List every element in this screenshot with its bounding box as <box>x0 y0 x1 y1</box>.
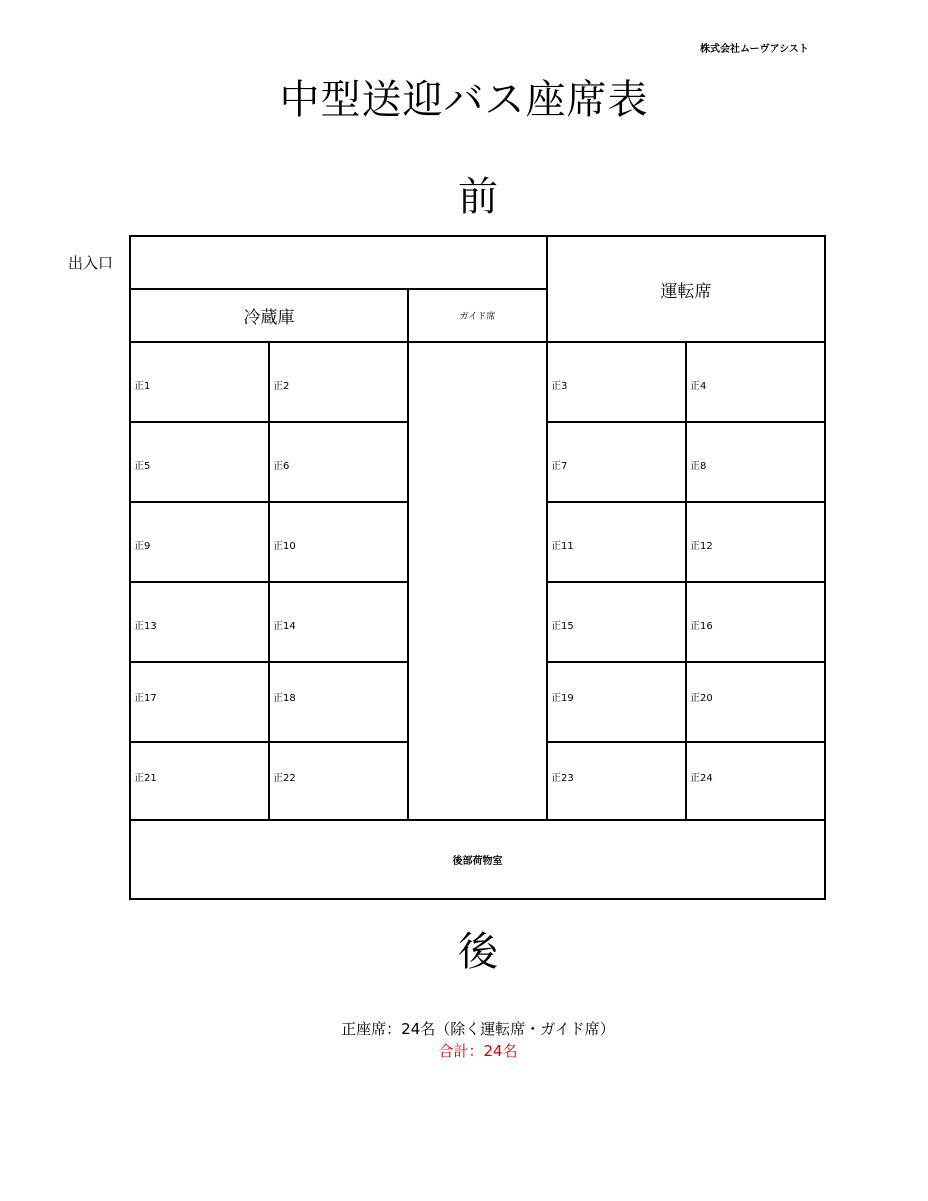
driver-seat <box>546 235 826 343</box>
guide-seat <box>407 288 548 343</box>
seat[interactable] <box>268 421 409 503</box>
seat-label: 正7 <box>551 461 568 472</box>
seat-label: 正11 <box>551 541 574 552</box>
seat-label: 正12 <box>690 541 713 552</box>
back-label: 後 <box>458 929 498 975</box>
seat[interactable] <box>129 741 270 821</box>
seat[interactable] <box>546 341 687 423</box>
rear-luggage-area <box>129 819 826 900</box>
seat-label: 正16 <box>690 621 713 632</box>
seat[interactable] <box>546 581 687 663</box>
entrance-label: 出入口 <box>68 254 114 272</box>
page-title: 中型送迎バス座席表 <box>279 77 649 123</box>
seat-label: 正21 <box>134 773 157 784</box>
seat[interactable] <box>129 661 270 743</box>
seat-summary <box>0 1018 928 1062</box>
seat-label: 正23 <box>551 773 574 784</box>
seat-label: 正9 <box>134 541 151 552</box>
seat-label: 正10 <box>273 541 296 552</box>
seat-label: 正24 <box>690 773 713 784</box>
seat-label: 正15 <box>551 621 574 632</box>
seat-label: 正17 <box>134 693 157 704</box>
seat[interactable] <box>685 341 826 423</box>
fridge-label: 冷蔵庫 <box>243 308 295 328</box>
seat[interactable] <box>129 501 270 583</box>
seat-label: 正1 <box>134 381 151 392</box>
seat[interactable] <box>685 661 826 743</box>
seat[interactable] <box>685 741 826 821</box>
seat-label: 正13 <box>134 621 157 632</box>
seat[interactable] <box>268 661 409 743</box>
guide-seat-label: ガイド席 <box>459 312 496 322</box>
seat-label: 正19 <box>551 693 574 704</box>
seat[interactable] <box>129 341 270 423</box>
seat[interactable] <box>546 741 687 821</box>
seat[interactable] <box>546 661 687 743</box>
seat-label: 正3 <box>551 381 568 392</box>
seat[interactable] <box>129 581 270 663</box>
seat[interactable] <box>685 581 826 663</box>
seat[interactable] <box>268 581 409 663</box>
total-count: 合計：24名 <box>438 1042 518 1060</box>
company-name: 株式会社ムーヴアシスト <box>700 44 809 55</box>
front-label: 前 <box>458 174 498 220</box>
seat-label: 正4 <box>690 381 707 392</box>
seat[interactable] <box>685 501 826 583</box>
seat[interactable] <box>129 421 270 503</box>
seat[interactable] <box>268 341 409 423</box>
seat-label: 正14 <box>273 621 296 632</box>
entrance-area <box>129 235 548 290</box>
seat[interactable] <box>685 421 826 503</box>
seat-label: 正8 <box>690 461 707 472</box>
seat[interactable] <box>546 421 687 503</box>
seat-label: 正5 <box>134 461 151 472</box>
aisle <box>407 341 548 821</box>
seat-label: 正22 <box>273 773 296 784</box>
seat-label: 正6 <box>273 461 290 472</box>
driver-seat-label: 運転席 <box>660 281 712 302</box>
rear-luggage-label: 後部荷物室 <box>452 856 503 867</box>
seat-label: 正20 <box>690 693 713 704</box>
seat[interactable] <box>268 741 409 821</box>
regular-seat-count: 正座席：24名（除く運転席・ガイド席） <box>341 1020 615 1038</box>
seat-label: 正2 <box>273 381 290 392</box>
seat[interactable] <box>546 501 687 583</box>
fridge-area <box>129 288 409 343</box>
seat-label: 正18 <box>273 693 296 704</box>
seat[interactable] <box>268 501 409 583</box>
